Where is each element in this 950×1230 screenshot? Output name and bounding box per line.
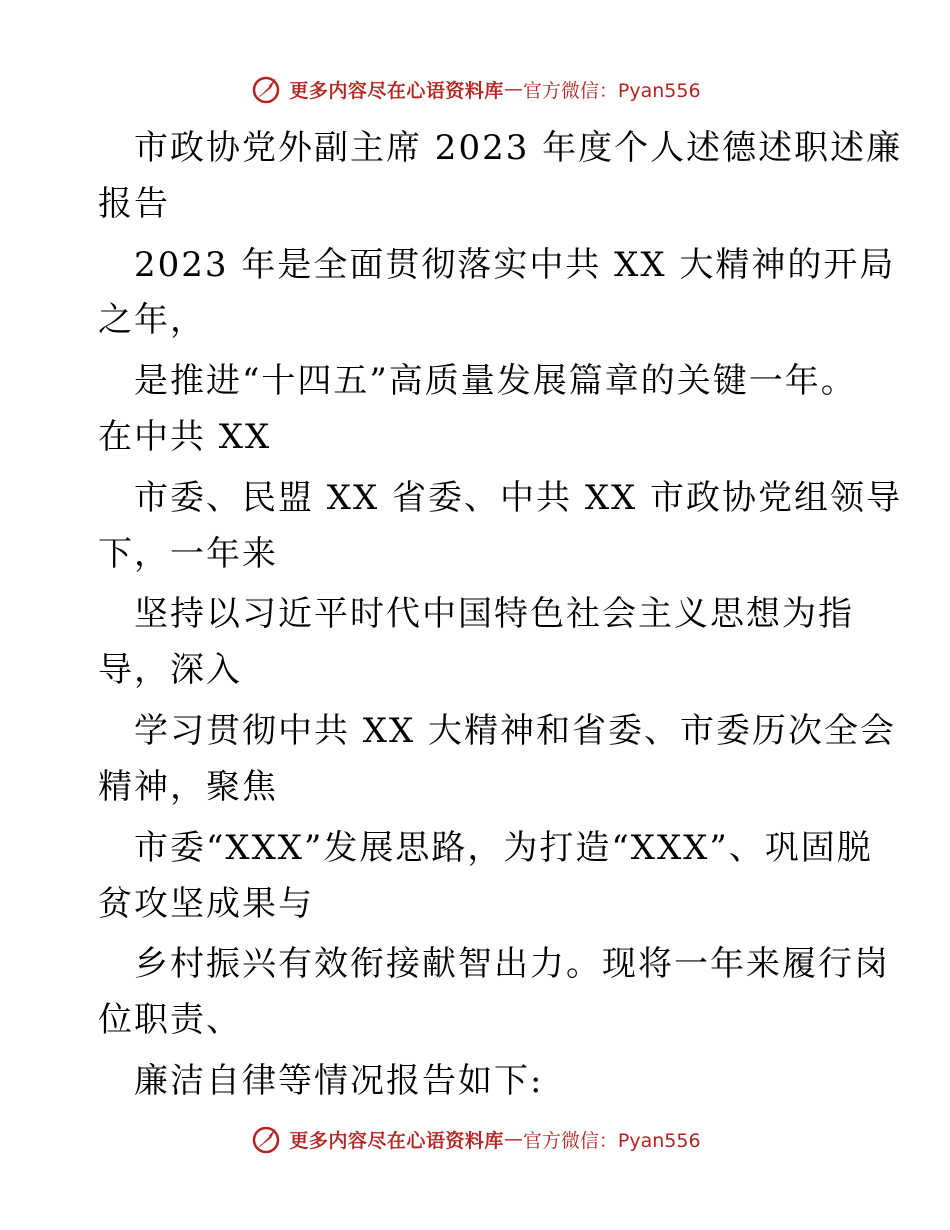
document-line: 市委、民盟 XX 省委、中共 XX 市政协党组领导 <box>134 478 903 518</box>
quill-logo-icon <box>249 72 283 106</box>
document-line: 是推进“十四五”高质量发展篇章的关键一年。 <box>134 361 857 401</box>
document-line: 乡村振兴有效衔接献智出力。现将一年来履行岗 <box>134 944 890 984</box>
document-line: 下，一年来 <box>98 534 278 574</box>
footer-banner-wechat: 官方微信：Pyan556 <box>522 1129 701 1152</box>
document-line: 位职责、 <box>98 1000 242 1040</box>
footer-banner-text: 更多内容尽在心语资料库 <box>289 1129 504 1152</box>
document-line: 之年， <box>98 300 206 340</box>
document-line: 廉洁自律等情况报告如下: <box>134 1061 544 1101</box>
document-line: 贫攻坚成果与 <box>98 884 314 924</box>
document-line: 学习贯彻中共 XX 大精神和省委、市委历次全会 <box>134 711 897 751</box>
document-line: 在中共 XX <box>98 417 272 457</box>
document-line: 市委“XXX”发展思路，为打造“XXX”、巩固脱 <box>134 828 873 868</box>
document-line: 坚持以习近平时代中国特色社会主义思想为指 <box>134 594 854 634</box>
header-banner-wechat: 官方微信：Pyan556 <box>522 79 701 102</box>
document-line: 市政协党外副主席 2023 年度个人述德述职述廉 <box>134 128 903 168</box>
header-banner-text: 更多内容尽在心语资料库 <box>289 79 504 102</box>
footer-banner-separator: — <box>503 1128 523 1150</box>
document-line: 报告 <box>98 184 170 224</box>
header-banner <box>0 72 950 106</box>
header-banner-separator: — <box>503 78 523 100</box>
document-line: 精神，聚焦 <box>98 767 278 807</box>
quill-logo-icon <box>249 1122 283 1156</box>
footer-banner <box>0 1122 950 1156</box>
document-line: 导，深入 <box>98 650 242 690</box>
document-line: 2023 年是全面贯彻落实中共 XX 大精神的开局 <box>134 245 896 285</box>
